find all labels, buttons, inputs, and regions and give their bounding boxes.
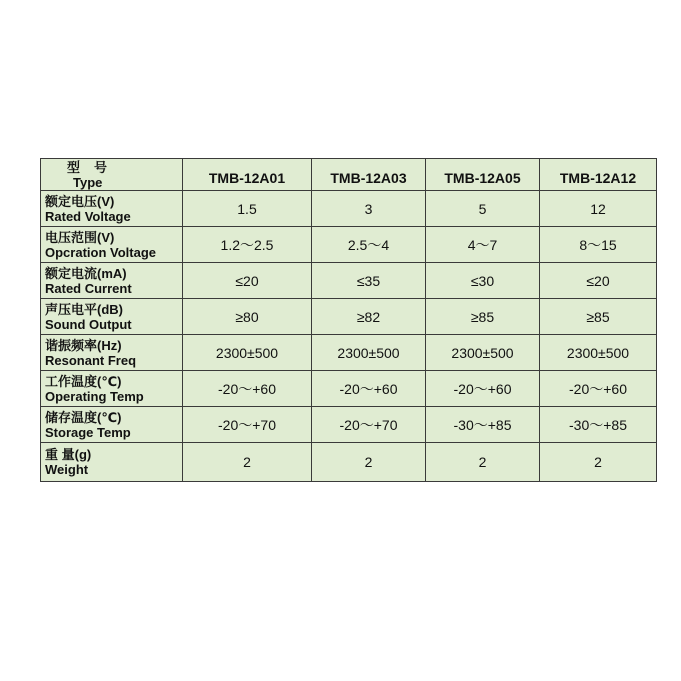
spec-value-cell: 2300±500 [183, 335, 312, 371]
spec-value-cell: 12 [540, 191, 657, 227]
spec-row [41, 335, 657, 371]
spec-value-cell: 2.5～4 [312, 227, 426, 263]
spec-row [41, 407, 657, 443]
spec-value-cell: 2300±500 [426, 335, 540, 371]
spec-label-cell [41, 443, 183, 482]
spec-value-cell: ≤20 [540, 263, 657, 299]
spec-value-cell: ≤30 [426, 263, 540, 299]
spec-label-en: Resonant Freq [45, 352, 137, 368]
spec-label-cn: 工作温度(℃) [45, 373, 122, 389]
spec-value-cell: ≤20 [183, 263, 312, 299]
spec-value-cell: -30～+85 [540, 407, 657, 443]
spec-row [41, 371, 657, 407]
model-header: TMB-12A05 [426, 159, 540, 191]
spec-label-cell [41, 407, 183, 443]
spec-value-cell: -20～+60 [426, 371, 540, 407]
spec-label-cell [41, 371, 183, 407]
spec-label-cell [41, 299, 183, 335]
spec-label-cn: 谐振频率(Hz) [45, 337, 122, 353]
header-row [41, 159, 657, 191]
model-header: TMB-12A12 [540, 159, 657, 191]
spec-value-cell: ≥80 [183, 299, 312, 335]
spec-row [41, 191, 657, 227]
spec-label-en: Rated Voltage [45, 208, 131, 224]
spec-label-cn: 额定电流(mA) [45, 265, 127, 281]
spec-label-cell [41, 191, 183, 227]
spec-value-cell: -20～+60 [183, 371, 312, 407]
spec-value-cell: 5 [426, 191, 540, 227]
spec-value-cell: ≥82 [312, 299, 426, 335]
spec-row [41, 227, 657, 263]
spec-value-cell: 4～7 [426, 227, 540, 263]
spec-label-cell [41, 335, 183, 371]
spec-value-cell: -30～+85 [426, 407, 540, 443]
spec-value-cell: -20～+70 [183, 407, 312, 443]
spec-label-cell [41, 263, 183, 299]
spec-row [41, 263, 657, 299]
spec-label-en: Rated Current [45, 280, 132, 296]
spec-value-cell: ≥85 [426, 299, 540, 335]
type-label-cn: 型号 [67, 159, 122, 175]
spec-label-cell [41, 227, 183, 263]
spec-value-cell: 1.2～2.5 [183, 227, 312, 263]
model-header: TMB-12A01 [183, 159, 312, 191]
spec-label-cn: 储存温度(℃) [45, 409, 122, 425]
spec-value-cell: -20～+70 [312, 407, 426, 443]
spec-value-cell: 2 [426, 443, 540, 482]
model-header: TMB-12A03 [312, 159, 426, 191]
spec-row [41, 443, 657, 482]
spec-label-cn: 额定电压(V) [45, 193, 115, 209]
spec-value-cell: 2 [312, 443, 426, 482]
spec-table [40, 158, 657, 482]
spec-label-en: Opcration Voltage [45, 244, 156, 260]
spec-value-cell: 2 [183, 443, 312, 482]
type-label-cell [41, 159, 183, 191]
spec-label-en: Sound Output [45, 316, 132, 332]
spec-row [41, 299, 657, 335]
type-label-en: Type [73, 174, 103, 190]
spec-value-cell: 2300±500 [312, 335, 426, 371]
spec-label-cn: 声压电平(dB) [45, 301, 123, 317]
spec-value-cell: 8～15 [540, 227, 657, 263]
spec-table-body [41, 159, 657, 482]
spec-value-cell: 1.5 [183, 191, 312, 227]
spec-label-en: Storage Temp [45, 424, 131, 440]
spec-value-cell: ≥85 [540, 299, 657, 335]
spec-label-en: Weight [45, 462, 89, 477]
spec-label-en: Operating Temp [45, 388, 144, 404]
spec-value-cell: -20～+60 [540, 371, 657, 407]
spec-value-cell: 3 [312, 191, 426, 227]
spec-value-cell: 2 [540, 443, 657, 482]
spec-value-cell: -20～+60 [312, 371, 426, 407]
spec-label-cn: 重 量(g) [45, 447, 92, 462]
spec-value-cell: ≤35 [312, 263, 426, 299]
spec-value-cell: 2300±500 [540, 335, 657, 371]
spec-label-cn: 电压范围(V) [45, 229, 115, 245]
